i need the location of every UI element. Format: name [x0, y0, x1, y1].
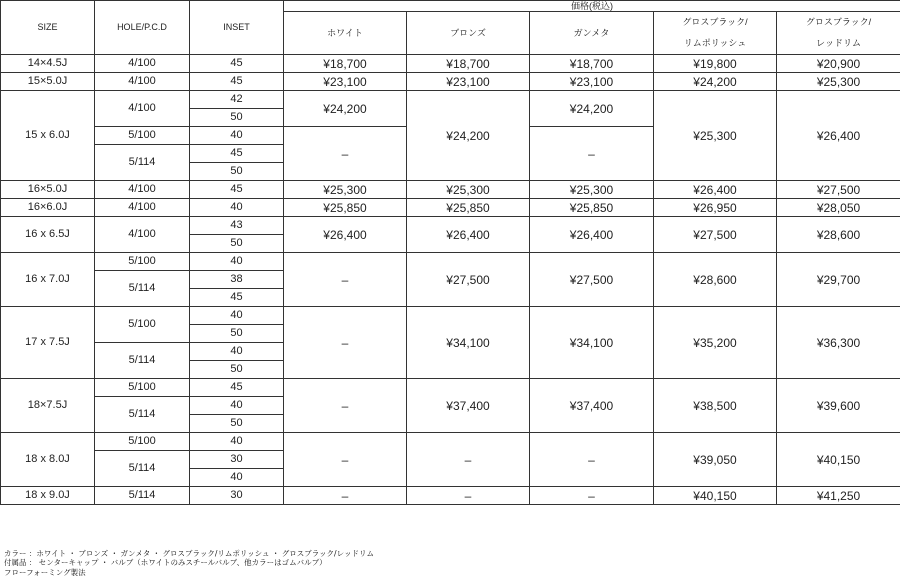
cell-price-gbrp: ¥35,200 — [654, 307, 777, 379]
cell-inset: 40 — [190, 397, 284, 415]
cell-inset: 45 — [190, 289, 284, 307]
cell-price-bronze: ¥37,400 — [407, 379, 530, 433]
cell-size: 16×5.0J — [1, 181, 95, 199]
header-gunmetal: ガンメタ — [530, 12, 654, 55]
cell-pcd: 5/100 — [95, 307, 190, 343]
cell-pcd: 4/100 — [95, 91, 190, 127]
cell-size: 18×7.5J — [1, 379, 95, 433]
cell-size: 16 x 7.0J — [1, 253, 95, 307]
cell-price-bronze: ¥34,100 — [407, 307, 530, 379]
note-process: フローフォーミング製法 — [4, 567, 86, 577]
cell-price-gbrp: ¥40,150 — [654, 487, 777, 505]
table-row — [1, 181, 900, 199]
header-gbrr-line1: グロスブラック/ — [805, 17, 872, 27]
cell-price-bronze: – — [407, 433, 530, 487]
cell-price-gbrp: ¥38,500 — [654, 379, 777, 433]
cell-price-bronze: ¥25,300 — [407, 181, 530, 199]
cell-price-gbrr: ¥26,400 — [777, 91, 900, 181]
header-size: SIZE — [1, 1, 95, 55]
table-row — [1, 433, 900, 451]
cell-inset: 50 — [190, 109, 284, 127]
cell-inset: 50 — [190, 325, 284, 343]
cell-inset: 40 — [190, 307, 284, 325]
note-colors: カラー ：ホワイト ・ ブロンズ ・ ガンメタ ・ グロスブラック/リムポリッシュ ・ グロスブラック/レッドリム — [4, 549, 375, 558]
cell-size: 18 x 9.0J — [1, 487, 95, 505]
table-row — [1, 91, 900, 109]
cell-inset: 50 — [190, 361, 284, 379]
cell-price-gunmetal: ¥25,300 — [530, 181, 654, 199]
cell-size: 18 x 8.0J — [1, 433, 95, 487]
cell-price-gbrp: ¥39,050 — [654, 433, 777, 487]
cell-price-white: – — [284, 487, 407, 505]
cell-price-gbrr: ¥39,600 — [777, 379, 900, 433]
cell-inset: 40 — [190, 253, 284, 271]
cell-price-gbrr: ¥27,500 — [777, 181, 900, 199]
cell-inset: 38 — [190, 271, 284, 289]
header-gloss-black-rim-polish — [654, 12, 777, 55]
table-row — [1, 73, 900, 91]
footnotes — [4, 549, 374, 577]
cell-pcd: 4/100 — [95, 217, 190, 253]
cell-inset: 50 — [190, 415, 284, 433]
header-hole-pcd: HOLE/P.C.D — [95, 1, 190, 55]
header-gbrp-line1: グロスブラック/ — [682, 17, 748, 27]
cell-inset: 45 — [190, 55, 284, 73]
cell-price-gunmetal: ¥34,100 — [530, 307, 654, 379]
cell-price-white: – — [284, 253, 407, 307]
cell-price-white: – — [284, 379, 407, 433]
cell-pcd: 5/114 — [95, 397, 190, 433]
cell-price-white: ¥18,700 — [284, 55, 407, 73]
header-price-group: 価格(税込) — [284, 1, 900, 12]
cell-inset: 40 — [190, 469, 284, 487]
cell-pcd: 5/114 — [95, 487, 190, 505]
cell-price-gbrp: ¥27,500 — [654, 217, 777, 253]
cell-size: 14×4.5J — [1, 55, 95, 73]
cell-price-gunmetal: ¥23,100 — [530, 73, 654, 91]
cell-size: 16×6.0J — [1, 199, 95, 217]
cell-price-white: – — [284, 127, 407, 181]
cell-inset: 40 — [190, 127, 284, 145]
cell-price-gbrr: ¥29,700 — [777, 253, 900, 307]
cell-price-gunmetal: ¥24,200 — [530, 91, 654, 127]
cell-price-gbrr: ¥36,300 — [777, 307, 900, 379]
header-gbrp-line2: リムポリッシュ — [683, 38, 747, 48]
cell-pcd: 5/114 — [95, 145, 190, 181]
cell-inset: 45 — [190, 73, 284, 91]
cell-inset: 30 — [190, 451, 284, 469]
cell-size: 17 x 7.5J — [1, 307, 95, 379]
cell-price-bronze: ¥24,200 — [407, 91, 530, 181]
cell-inset: 40 — [190, 199, 284, 217]
cell-price-white: ¥26,400 — [284, 217, 407, 253]
table-row — [1, 199, 900, 217]
cell-price-white: ¥25,850 — [284, 199, 407, 217]
cell-inset: 42 — [190, 91, 284, 109]
cell-price-bronze: ¥18,700 — [407, 55, 530, 73]
cell-inset: 45 — [190, 181, 284, 199]
cell-price-gunmetal: – — [530, 433, 654, 487]
cell-price-bronze: ¥26,400 — [407, 217, 530, 253]
cell-price-gbrr: ¥20,900 — [777, 55, 900, 73]
cell-inset: 30 — [190, 487, 284, 505]
table-row — [1, 55, 900, 73]
cell-price-gbrp: ¥26,400 — [654, 181, 777, 199]
cell-pcd: 4/100 — [95, 55, 190, 73]
cell-price-white: ¥23,100 — [284, 73, 407, 91]
cell-price-gunmetal: ¥25,850 — [530, 199, 654, 217]
cell-inset: 45 — [190, 145, 284, 163]
cell-pcd: 5/114 — [95, 271, 190, 307]
cell-price-gbrr: ¥28,050 — [777, 199, 900, 217]
cell-price-bronze: ¥27,500 — [407, 253, 530, 307]
cell-price-gbrr: ¥25,300 — [777, 73, 900, 91]
cell-price-gbrp: ¥26,950 — [654, 199, 777, 217]
cell-price-gunmetal: ¥37,400 — [530, 379, 654, 433]
header-gloss-black-red-rim — [777, 12, 900, 55]
header-gbrr-line2: レッドリム — [816, 38, 861, 48]
cell-pcd: 5/100 — [95, 253, 190, 271]
cell-price-gbrr: ¥40,150 — [777, 433, 900, 487]
table-row — [1, 307, 900, 325]
cell-inset: 40 — [190, 343, 284, 361]
header-white: ホワイト — [284, 12, 407, 55]
header-bronze: ブロンズ — [407, 12, 530, 55]
cell-price-gbrr: ¥28,600 — [777, 217, 900, 253]
table-row — [1, 253, 900, 271]
cell-price-gbrr: ¥41,250 — [777, 487, 900, 505]
cell-price-gbrp: ¥28,600 — [654, 253, 777, 307]
cell-price-gunmetal: – — [530, 127, 654, 181]
cell-size: 16 x 6.5J — [1, 217, 95, 253]
cell-price-bronze: ¥25,850 — [407, 199, 530, 217]
table-row — [1, 217, 900, 235]
cell-inset: 45 — [190, 379, 284, 397]
cell-pcd: 4/100 — [95, 181, 190, 199]
cell-price-white: ¥24,200 — [284, 91, 407, 127]
cell-size: 15×5.0J — [1, 73, 95, 91]
cell-price-gbrp: ¥24,200 — [654, 73, 777, 91]
cell-inset: 40 — [190, 433, 284, 451]
cell-inset: 43 — [190, 217, 284, 235]
cell-price-gunmetal: ¥18,700 — [530, 55, 654, 73]
table-row — [1, 487, 900, 505]
cell-price-gunmetal: ¥26,400 — [530, 217, 654, 253]
cell-price-gunmetal: ¥27,500 — [530, 253, 654, 307]
cell-price-white: – — [284, 433, 407, 487]
cell-pcd: 4/100 — [95, 199, 190, 217]
cell-pcd: 4/100 — [95, 73, 190, 91]
cell-price-bronze: ¥23,100 — [407, 73, 530, 91]
cell-pcd: 5/114 — [95, 451, 190, 487]
cell-size: 15 x 6.0J — [1, 91, 95, 181]
cell-pcd: 5/114 — [95, 343, 190, 379]
cell-price-white: ¥25,300 — [284, 181, 407, 199]
cell-pcd: 5/100 — [95, 379, 190, 397]
cell-price-white: – — [284, 307, 407, 379]
cell-inset: 50 — [190, 235, 284, 253]
cell-price-gbrp: ¥25,300 — [654, 91, 777, 181]
cell-price-gunmetal: – — [530, 487, 654, 505]
cell-pcd: 5/100 — [95, 433, 190, 451]
cell-inset: 50 — [190, 163, 284, 181]
cell-price-gbrp: ¥19,800 — [654, 55, 777, 73]
table-row — [1, 379, 900, 397]
note-accessories: 付属品 ： センターキャップ ・ バルブ（ホワイトのみスチールバルブ、他カラーはゴムバルブ） — [4, 558, 327, 568]
cell-price-bronze: – — [407, 487, 530, 505]
header-inset: INSET — [190, 1, 284, 55]
cell-pcd: 5/100 — [95, 127, 190, 145]
